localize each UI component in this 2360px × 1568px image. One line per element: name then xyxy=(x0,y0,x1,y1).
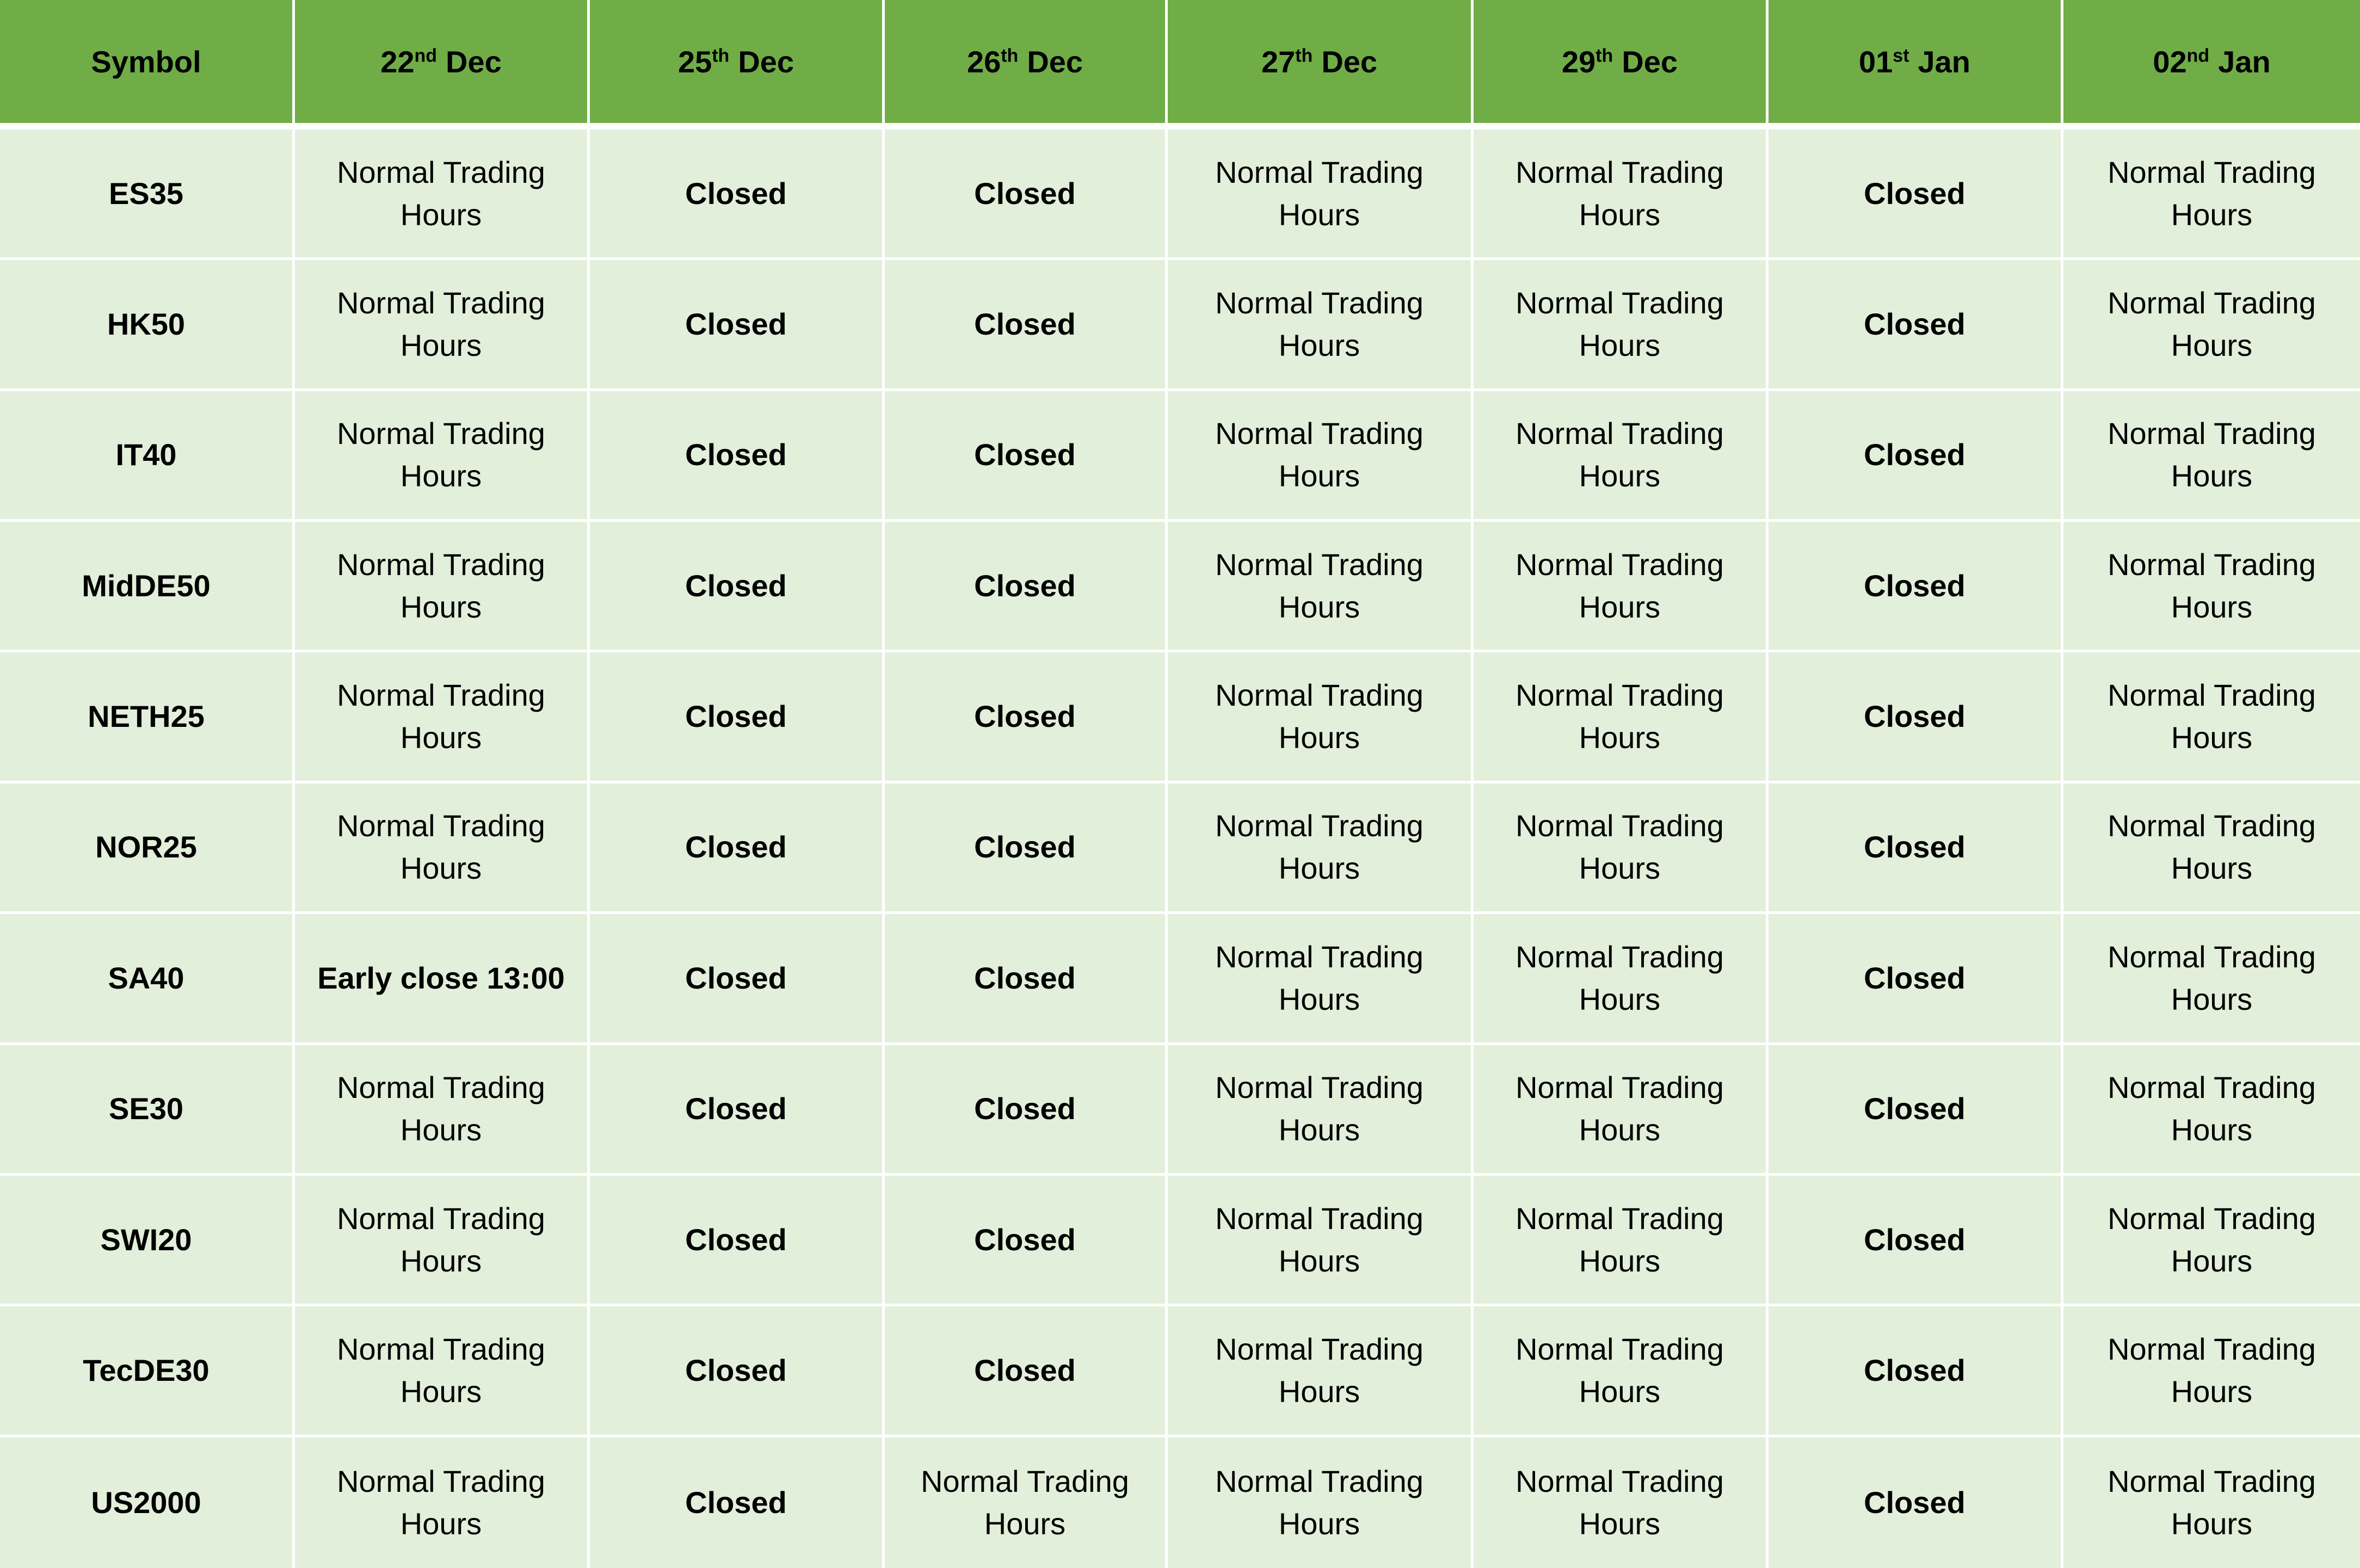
header-day: 01 xyxy=(1858,44,1893,79)
status-text-line1: Normal Trading xyxy=(1515,1331,1724,1366)
header-date-4 xyxy=(1474,0,1769,129)
status-normal-trading-hours xyxy=(295,1437,590,1568)
status-text-line2: Hours xyxy=(2171,1113,2253,1147)
status-text-line1: Normal Trading xyxy=(337,808,545,843)
header-month: Dec xyxy=(1622,44,1678,79)
status-normal-trading-hours xyxy=(1474,1306,1769,1437)
status-normal-trading-hours xyxy=(1474,391,1769,522)
status-text-line2: Hours xyxy=(2171,589,2253,624)
status-text-line1: Normal Trading xyxy=(1515,416,1724,451)
status-text-line2: Hours xyxy=(1278,589,1360,624)
header-month: Dec xyxy=(1027,44,1083,79)
status-text-line2: Hours xyxy=(1278,1243,1360,1278)
status-normal-trading-hours xyxy=(1168,652,1474,783)
status-normal-trading-hours xyxy=(295,652,590,783)
status-closed: Closed xyxy=(1769,260,2063,391)
status-normal-trading-hours xyxy=(295,129,590,260)
status-normal-trading-hours xyxy=(2063,914,2360,1045)
status-text-line1: Normal Trading xyxy=(1215,1070,1424,1105)
status-closed: Closed xyxy=(885,129,1168,260)
table-row xyxy=(0,783,2360,914)
status-text-line1: Normal Trading xyxy=(2108,678,2316,713)
status-normal-trading-hours xyxy=(885,1437,1168,1568)
status-normal-trading-hours xyxy=(1474,129,1769,260)
status-closed: Closed xyxy=(590,914,885,1045)
status-text-line2: Hours xyxy=(2171,720,2253,755)
status-text-line2: Hours xyxy=(400,720,482,755)
header-month: Jan xyxy=(1918,44,1971,79)
status-text-line1: Normal Trading xyxy=(1215,808,1424,843)
status-text-line2: Hours xyxy=(2171,981,2253,1016)
status-normal-trading-hours xyxy=(1168,914,1474,1045)
status-text-line2: Hours xyxy=(400,1243,482,1278)
status-text-line1: Normal Trading xyxy=(1215,155,1424,189)
symbol-cell: NETH25 xyxy=(0,652,295,783)
status-text-line1: Normal Trading xyxy=(1515,808,1724,843)
header-date-6 xyxy=(2063,0,2360,129)
status-closed: Closed xyxy=(590,129,885,260)
header-day-suffix: th xyxy=(712,45,730,66)
status-text-line1: Normal Trading xyxy=(337,678,545,713)
status-text-line2: Hours xyxy=(400,328,482,363)
header-day: 27 xyxy=(1261,44,1296,79)
header-day: 26 xyxy=(966,44,1001,79)
status-normal-trading-hours xyxy=(2063,522,2360,652)
status-text-line2: Hours xyxy=(1579,328,1661,363)
status-text-line2: Hours xyxy=(1579,1374,1661,1409)
status-text-line1: Normal Trading xyxy=(921,1464,1129,1498)
status-normal-trading-hours xyxy=(1474,260,1769,391)
header-date-2 xyxy=(885,0,1168,129)
status-normal-trading-hours xyxy=(1474,1176,1769,1306)
header-day-suffix: th xyxy=(1001,45,1019,66)
status-text-line1: Normal Trading xyxy=(1515,155,1724,189)
header-day: 29 xyxy=(1561,44,1596,79)
status-closed: Closed xyxy=(1769,1306,2063,1437)
status-text-line1: Normal Trading xyxy=(1215,1331,1424,1366)
header-day: 02 xyxy=(2153,44,2187,79)
header-month: Dec xyxy=(446,44,502,79)
status-text-line1: Normal Trading xyxy=(2108,286,2316,320)
header-day-suffix: st xyxy=(1893,45,1909,66)
status-closed: Closed xyxy=(590,1176,885,1306)
status-text-line2: Hours xyxy=(1278,459,1360,493)
status-closed: Closed xyxy=(590,522,885,652)
status-closed: Closed xyxy=(885,260,1168,391)
status-normal-trading-hours xyxy=(2063,129,2360,260)
status-text-line1: Normal Trading xyxy=(1215,547,1424,582)
header-day-suffix: th xyxy=(1595,45,1613,66)
status-text-line1: Normal Trading xyxy=(337,1331,545,1366)
status-text-line1: Normal Trading xyxy=(1515,547,1724,582)
status-text-line1: Normal Trading xyxy=(2108,1201,2316,1236)
table-row xyxy=(0,1437,2360,1568)
status-closed: Closed xyxy=(1769,1045,2063,1176)
status-closed: Closed xyxy=(1769,652,2063,783)
table-row xyxy=(0,522,2360,652)
status-text-line1: Normal Trading xyxy=(2108,155,2316,189)
status-text-line2: Hours xyxy=(2171,1243,2253,1278)
header-date-1 xyxy=(590,0,885,129)
status-text-line2: Hours xyxy=(1278,1506,1360,1541)
status-closed: Closed xyxy=(885,783,1168,914)
header-month: Jan xyxy=(2218,44,2271,79)
status-normal-trading-hours xyxy=(1168,522,1474,652)
symbol-cell: HK50 xyxy=(0,260,295,391)
status-text-line1: Normal Trading xyxy=(1215,286,1424,320)
status-normal-trading-hours xyxy=(1474,522,1769,652)
status-text-line1: Normal Trading xyxy=(337,1070,545,1105)
header-date-3 xyxy=(1168,0,1474,129)
symbol-cell: TecDE30 xyxy=(0,1306,295,1437)
status-closed: Closed xyxy=(885,1045,1168,1176)
status-text-line2: Hours xyxy=(2171,459,2253,493)
header-month: Dec xyxy=(738,44,794,79)
status-normal-trading-hours xyxy=(2063,1176,2360,1306)
status-closed: Closed xyxy=(885,1306,1168,1437)
status-normal-trading-hours xyxy=(295,1306,590,1437)
status-normal-trading-hours xyxy=(1168,783,1474,914)
status-text-line1: Normal Trading xyxy=(337,547,545,582)
symbol-cell: ES35 xyxy=(0,129,295,260)
status-text-line1: Normal Trading xyxy=(2108,1331,2316,1366)
status-text-line1: Normal Trading xyxy=(1515,1464,1724,1498)
status-text-line2: Hours xyxy=(1579,720,1661,755)
status-text-line2: Hours xyxy=(400,459,482,493)
status-text-line1: Normal Trading xyxy=(1215,939,1424,974)
symbol-cell: MidDE50 xyxy=(0,522,295,652)
status-text-line2: Hours xyxy=(400,1113,482,1147)
status-closed: Closed xyxy=(590,260,885,391)
status-normal-trading-hours xyxy=(1168,1045,1474,1176)
table-row xyxy=(0,652,2360,783)
status-normal-trading-hours xyxy=(2063,1437,2360,1568)
status-normal-trading-hours xyxy=(2063,783,2360,914)
status-text-line1: Normal Trading xyxy=(2108,1464,2316,1498)
status-closed: Closed xyxy=(1769,783,2063,914)
symbol-cell: SE30 xyxy=(0,1045,295,1176)
status-closed: Closed xyxy=(885,914,1168,1045)
header-symbol: Symbol xyxy=(0,0,295,129)
status-text-line1: Normal Trading xyxy=(1215,678,1424,713)
header-date-0 xyxy=(295,0,590,129)
table-row xyxy=(0,260,2360,391)
status-closed: Closed xyxy=(590,1306,885,1437)
status-closed: Closed xyxy=(885,522,1168,652)
status-normal-trading-hours xyxy=(295,260,590,391)
status-normal-trading-hours xyxy=(2063,652,2360,783)
table-header xyxy=(0,0,2360,129)
table-row xyxy=(0,1306,2360,1437)
table-row xyxy=(0,914,2360,1045)
status-closed: Closed xyxy=(590,652,885,783)
status-text-line1: Normal Trading xyxy=(1515,1201,1724,1236)
status-text-line2: Hours xyxy=(400,1506,482,1541)
status-early-close: Early close 13:00 xyxy=(295,914,590,1045)
status-closed: Closed xyxy=(1769,522,2063,652)
status-closed: Closed xyxy=(1769,1176,2063,1306)
status-text-line2: Hours xyxy=(1278,1374,1360,1409)
status-normal-trading-hours xyxy=(295,1045,590,1176)
status-text-line1: Normal Trading xyxy=(1515,678,1724,713)
status-text-line1: Normal Trading xyxy=(337,155,545,189)
status-closed: Closed xyxy=(590,391,885,522)
status-normal-trading-hours xyxy=(295,1176,590,1306)
header-row xyxy=(0,0,2360,129)
status-text-line1: Normal Trading xyxy=(1515,1070,1724,1105)
table-body xyxy=(0,129,2360,1568)
status-closed: Closed xyxy=(885,652,1168,783)
status-text-line1: Normal Trading xyxy=(337,416,545,451)
status-text-line1: Normal Trading xyxy=(337,286,545,320)
symbol-cell: SWI20 xyxy=(0,1176,295,1306)
header-month: Dec xyxy=(1321,44,1378,79)
status-text-line1: Normal Trading xyxy=(1515,939,1724,974)
status-text-line1: Normal Trading xyxy=(2108,808,2316,843)
status-text-line1: Normal Trading xyxy=(1515,286,1724,320)
table-row xyxy=(0,1045,2360,1176)
status-normal-trading-hours xyxy=(1168,260,1474,391)
status-text-line1: Normal Trading xyxy=(337,1464,545,1498)
status-text-line2: Hours xyxy=(1278,981,1360,1016)
status-text-line2: Hours xyxy=(400,851,482,886)
status-text-line2: Hours xyxy=(1579,197,1661,232)
status-closed: Closed xyxy=(590,783,885,914)
header-day-suffix: nd xyxy=(2186,45,2210,66)
status-text-line2: Hours xyxy=(400,589,482,624)
status-normal-trading-hours xyxy=(295,522,590,652)
status-text-line2: Hours xyxy=(1579,1506,1661,1541)
status-text-line2: Hours xyxy=(2171,328,2253,363)
status-text-line2: Hours xyxy=(1278,851,1360,886)
status-text-line2: Hours xyxy=(1278,720,1360,755)
status-text-line1: Normal Trading xyxy=(2108,939,2316,974)
status-text-line2: Hours xyxy=(1579,589,1661,624)
table-row xyxy=(0,391,2360,522)
status-normal-trading-hours xyxy=(1168,1306,1474,1437)
status-normal-trading-hours xyxy=(1168,1176,1474,1306)
status-text-line2: Hours xyxy=(1278,328,1360,363)
status-text-line2: Hours xyxy=(984,1506,1066,1541)
status-text-line2: Hours xyxy=(1278,197,1360,232)
status-normal-trading-hours xyxy=(2063,260,2360,391)
status-normal-trading-hours xyxy=(1474,914,1769,1045)
header-date-5 xyxy=(1769,0,2063,129)
status-normal-trading-hours xyxy=(1168,1437,1474,1568)
table-row xyxy=(0,1176,2360,1306)
status-closed: Closed xyxy=(1769,914,2063,1045)
status-text-line2: Hours xyxy=(2171,1374,2253,1409)
symbol-cell: NOR25 xyxy=(0,783,295,914)
status-text-line1: Normal Trading xyxy=(2108,416,2316,451)
header-day-suffix: th xyxy=(1295,45,1313,66)
status-closed: Closed xyxy=(885,391,1168,522)
status-text-line2: Hours xyxy=(1579,981,1661,1016)
status-text-line2: Hours xyxy=(1579,1113,1661,1147)
status-text-line1: Normal Trading xyxy=(1215,1464,1424,1498)
symbol-cell: SA40 xyxy=(0,914,295,1045)
status-normal-trading-hours xyxy=(1474,1045,1769,1176)
status-text-line1: Normal Trading xyxy=(2108,547,2316,582)
status-closed: Closed xyxy=(885,1176,1168,1306)
status-closed: Closed xyxy=(1769,391,2063,522)
status-closed: Closed xyxy=(590,1045,885,1176)
symbol-cell: IT40 xyxy=(0,391,295,522)
status-normal-trading-hours xyxy=(1168,391,1474,522)
header-day-suffix: nd xyxy=(414,45,438,66)
status-normal-trading-hours xyxy=(1474,652,1769,783)
header-day: 25 xyxy=(677,44,712,79)
status-normal-trading-hours xyxy=(2063,391,2360,522)
symbol-cell: US2000 xyxy=(0,1437,295,1568)
status-text-line2: Hours xyxy=(400,1374,482,1409)
status-text-line2: Hours xyxy=(2171,851,2253,886)
status-normal-trading-hours xyxy=(1168,129,1474,260)
status-text-line2: Hours xyxy=(1278,1113,1360,1147)
status-normal-trading-hours xyxy=(1474,1437,1769,1568)
status-normal-trading-hours xyxy=(2063,1045,2360,1176)
status-closed: Closed xyxy=(1769,129,2063,260)
status-text-line2: Hours xyxy=(1579,851,1661,886)
status-text-line1: Normal Trading xyxy=(2108,1070,2316,1105)
status-text-line1: Normal Trading xyxy=(1215,416,1424,451)
status-text-line1: Normal Trading xyxy=(1215,1201,1424,1236)
table-row xyxy=(0,129,2360,260)
status-text-line1: Normal Trading xyxy=(337,1201,545,1236)
status-closed: Closed xyxy=(1769,1437,2063,1568)
status-normal-trading-hours xyxy=(295,783,590,914)
status-normal-trading-hours xyxy=(295,391,590,522)
status-closed: Closed xyxy=(590,1437,885,1568)
status-text-line2: Hours xyxy=(1579,459,1661,493)
status-normal-trading-hours xyxy=(1474,783,1769,914)
status-normal-trading-hours xyxy=(2063,1306,2360,1437)
status-text-line2: Hours xyxy=(400,197,482,232)
header-day: 22 xyxy=(380,44,415,79)
status-text-line2: Hours xyxy=(2171,197,2253,232)
status-text-line2: Hours xyxy=(2171,1506,2253,1541)
status-text-line2: Hours xyxy=(1579,1243,1661,1278)
